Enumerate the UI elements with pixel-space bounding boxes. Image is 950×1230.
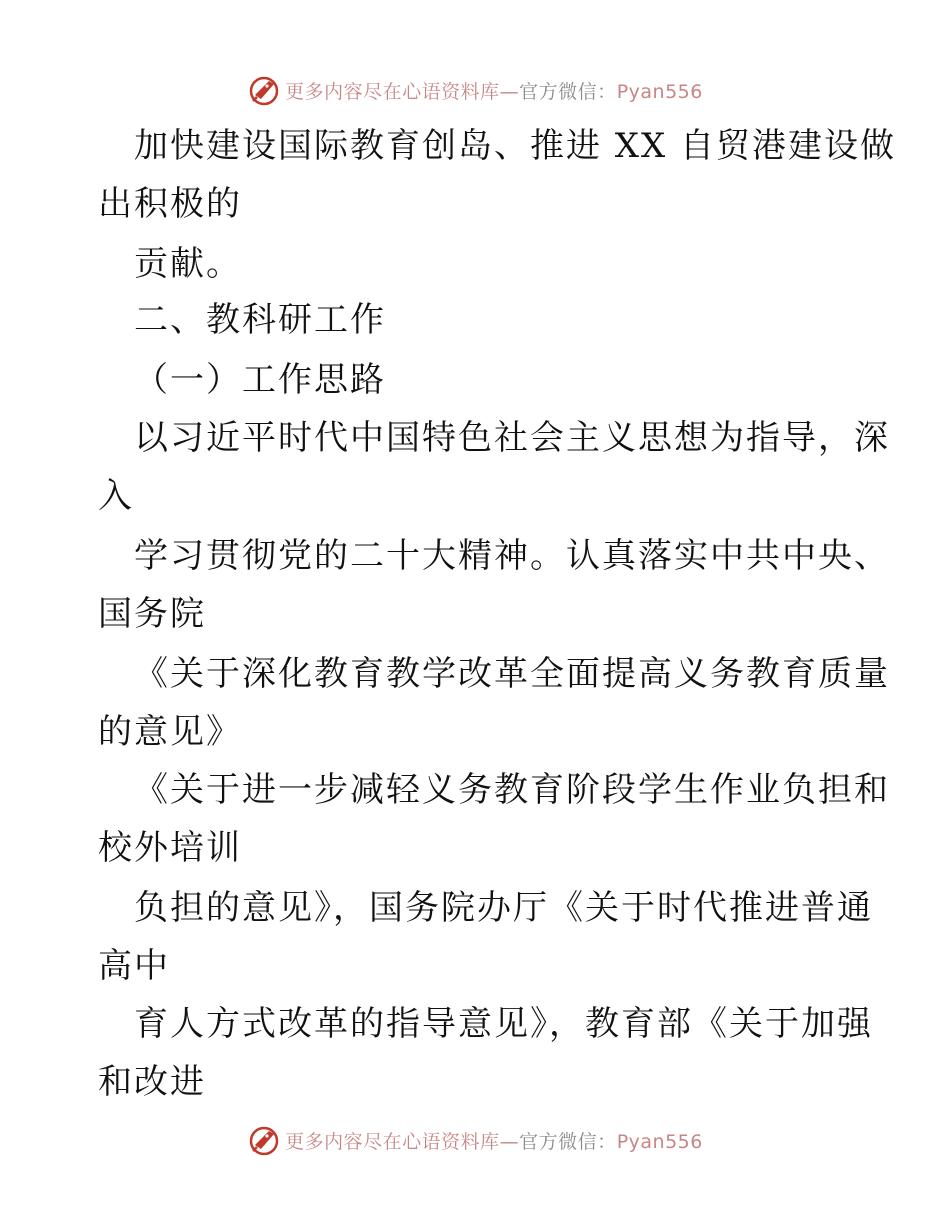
body-line: 贡献。 [134, 244, 242, 284]
body-line: 入 [98, 476, 134, 516]
body-line: 负担的意见》，国务院办厅《关于时代推进普通 [134, 888, 873, 928]
body-line: 的意见》 [98, 712, 242, 752]
footer-separator: — [499, 1130, 520, 1153]
header-brand-text: 更多内容尽在心语资料库 [285, 80, 500, 103]
body-line: 出积极的 [98, 184, 242, 224]
header-watermark-text [285, 77, 703, 104]
footer-watermark-text [285, 1127, 703, 1154]
header-official-label: 官方微信： [519, 80, 617, 103]
header-separator: — [499, 80, 520, 103]
body-line: 加快建设国际教育创岛、推进 XX 自贸港建设做 [134, 126, 897, 166]
pen-nib-logo-icon [247, 73, 281, 107]
subsection-heading: （一）工作思路 [134, 360, 386, 400]
body-line: 《关于进一步减轻义务教育阶段学生作业负担和 [134, 770, 890, 810]
footer-wechat-id: Pyan556 [616, 1130, 703, 1153]
body-line: 学习贯彻党的二十大精神。认真落实中共中央、 [134, 536, 890, 576]
body-line: 和改进 [98, 1062, 206, 1102]
section-heading: 二、教科研工作 [134, 300, 386, 340]
body-line: 国务院 [98, 594, 206, 634]
body-line: 校外培训 [98, 828, 242, 868]
body-line: 高中 [98, 946, 170, 986]
header-watermark-banner [0, 68, 950, 112]
footer-official-label: 官方微信： [519, 1130, 617, 1153]
footer-watermark-banner [0, 1118, 950, 1162]
body-line: 以习近平时代中国特色社会主义思想为指导，深 [134, 418, 890, 458]
pen-nib-logo-icon [247, 1123, 281, 1157]
footer-brand-text: 更多内容尽在心语资料库 [285, 1130, 500, 1153]
body-line: 《关于深化教育教学改革全面提高义务教育质量 [134, 654, 890, 694]
body-line: 育人方式改革的指导意见》，教育部《关于加强 [134, 1004, 873, 1044]
header-wechat-id: Pyan556 [616, 80, 703, 103]
